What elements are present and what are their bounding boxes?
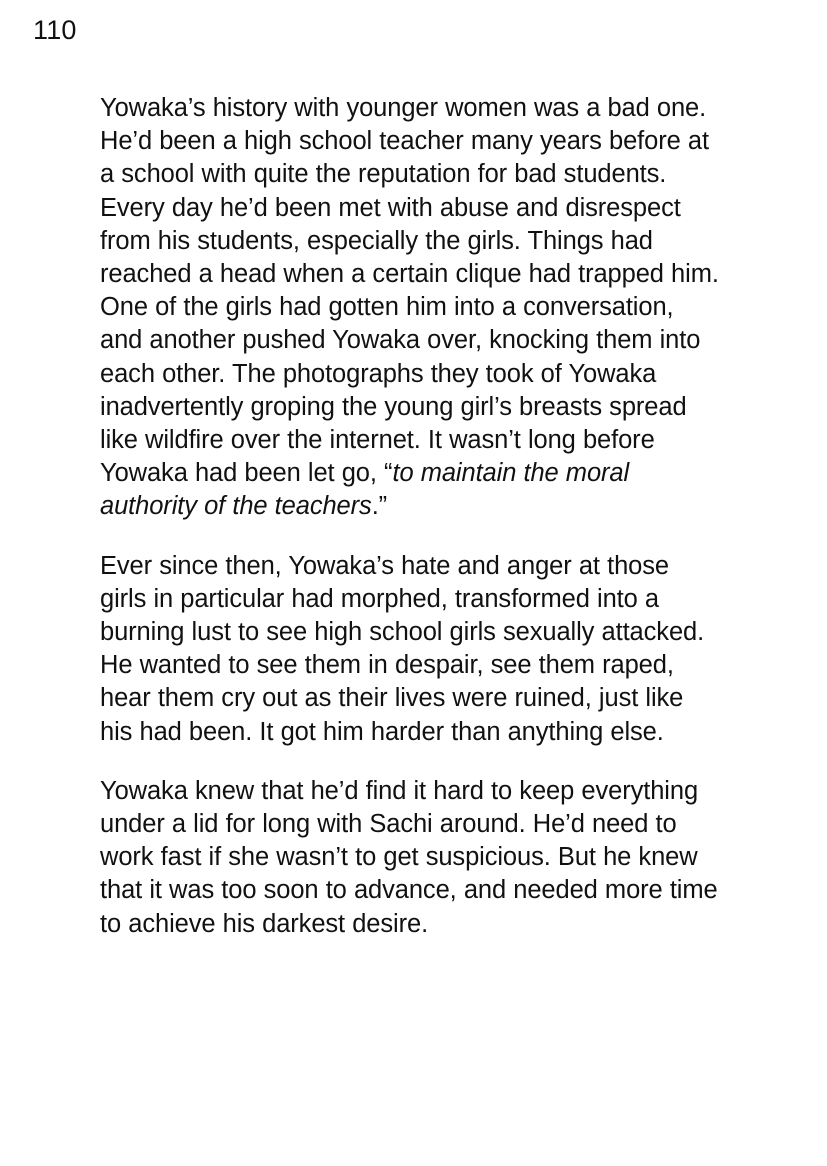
body-paragraph [100,92,720,524]
body-paragraph [100,775,720,941]
italic-run: to maintain the moral authority of the teachers [100,459,630,521]
text-run: Ever since then, Yowaka’s hate and anger at those girls in particular had morphed, transformed into a burning lust to see high school girls sexually attacked. He wanted to see them in despair, see them raped, hear them cry out as their lives were ruined, just like his had been. It got him harder than anything else. [100,551,705,746]
text-run: Yowaka’s history with younger women was a bad one. He’d been a high school teacher many years before at a school with quite the reputation for bad students. Every day he’d been met with abuse and disrespect from his students, especially the girls. Things had reached a head when a certain clique had trapped him. One of the girls had gotten him into a conversation, and another pushed Yowaka over, knocking them into each other. The photographs they took of Yowaka inadvertently groping the young girl’s breasts spread like wildfire over the internet. It wasn’t long before Yowaka had been let go, “ [100,94,719,488]
page-number: 110 [33,15,77,45]
body-paragraph [100,550,720,749]
text-run: Yowaka knew that he’d find it hard to keep everything under a lid for long with Sachi around. He’d need to work fast if she wasn’t to get suspicious. But he knew that it was too soon to advance, and needed more time to achieve his darkest desire. [100,776,718,938]
page-body [100,92,720,941]
text-run: .” [371,492,388,521]
